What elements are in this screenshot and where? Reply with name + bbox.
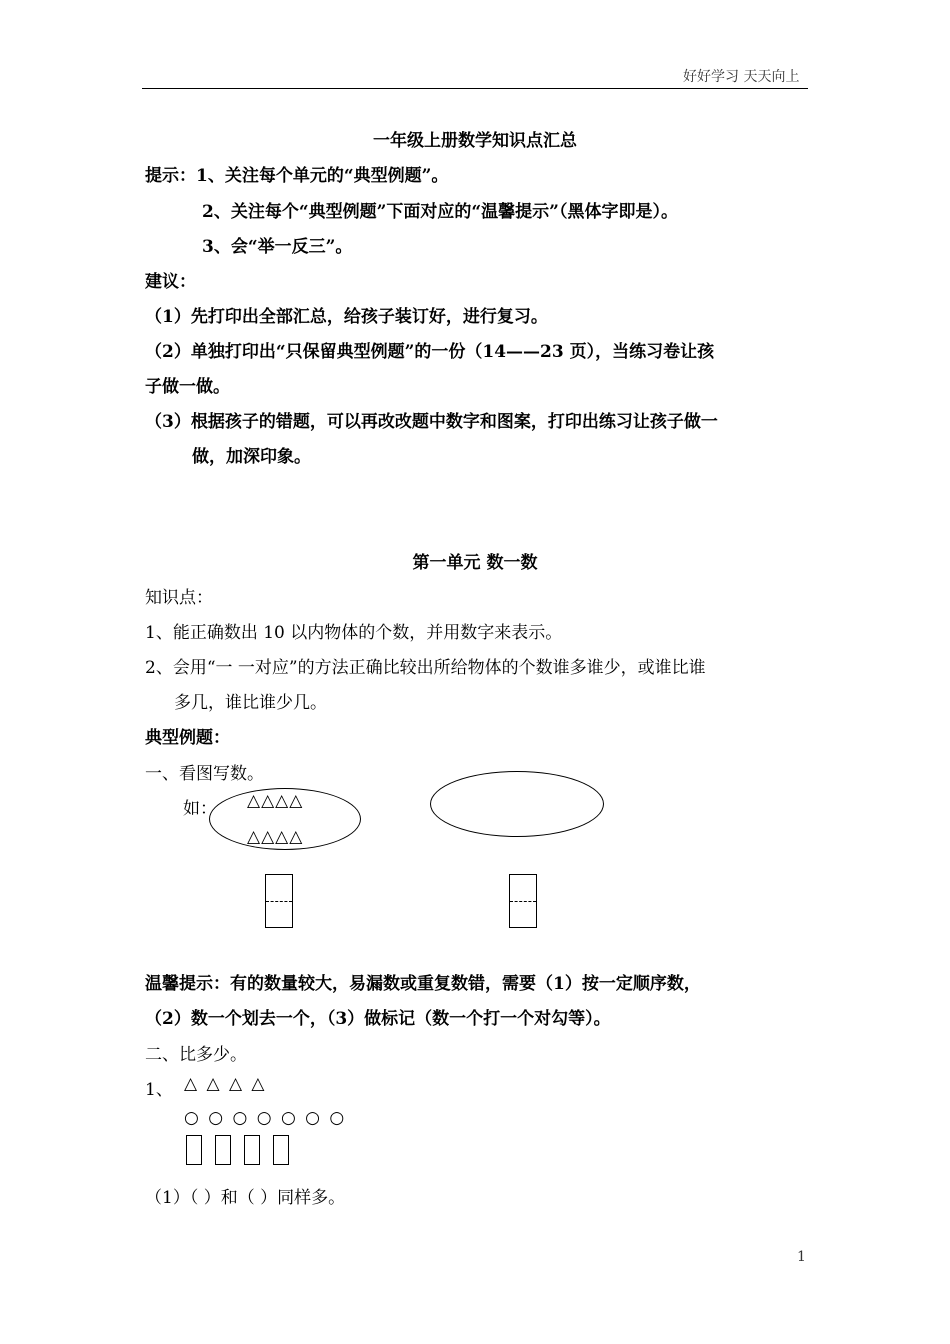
unit1-title: 第一单元 数一数 (412, 553, 538, 573)
suggest-2b: 子做一做。 (145, 377, 230, 397)
suggest-3b: 做，加深印象。 (192, 447, 311, 467)
suggest-1: （1）先打印出全部汇总，给孩子装订好，进行复习。 (145, 307, 548, 327)
rect-3 (244, 1135, 260, 1165)
tip-line-1: 提示：1、关注每个单元的“典型例题”。 (145, 166, 449, 186)
example-prefix: 如： (183, 799, 217, 819)
suggest-2a: （2）单独打印出“只保留典型例题”的一份（14——23 页），当练习卷让孩 (145, 342, 715, 362)
warm-tip-2: （2）数一个划去一个，（3）做标记（数一个打一个对勾等）。 (145, 1009, 611, 1029)
suggest-3a: （3）根据孩子的错题，可以再改改题中数字和图案，打印出练习让孩子做一 (145, 412, 718, 432)
page-number: 1 (797, 1249, 806, 1265)
rect-4 (273, 1135, 289, 1165)
question-1: 一、看图写数。 (145, 764, 264, 784)
question-2-number: 1、 (145, 1080, 173, 1100)
example-label: 典型例题： (145, 728, 230, 748)
row-circles: ○ ○ ○ ○ ○ ○ ○ (184, 1108, 347, 1128)
tip-line-2: 2、关注每个“典型例题”下面对应的“温馨提示”（黑体字即是）。 (202, 202, 678, 222)
triangles-top: △△△△ (247, 791, 304, 811)
knowledge-1: 1、能正确数出 10 以内物体的个数，并用数字来表示。 (145, 623, 563, 643)
warm-tip-1: 温馨提示：有的数量较大，易漏数或重复数错，需要（1）按一定顺序数， (145, 974, 701, 994)
knowledge-2b: 多几，谁比谁少几。 (174, 693, 327, 713)
page-title: 一年级上册数学知识点汇总 (373, 131, 577, 151)
header-slogan: 好好学习 天天向上 (683, 69, 800, 85)
tip-line-3: 3、会“举一反三”。 (202, 237, 353, 257)
question-2: 二、比多少。 (145, 1045, 247, 1065)
knowledge-2a: 2、会用“一 一对应”的方法正确比较出所给物体的个数谁多谁少，或谁比谁 (145, 658, 706, 678)
rect-1 (186, 1135, 202, 1165)
suggest-label: 建议： (145, 272, 196, 292)
answer-box-right (509, 874, 537, 928)
row-triangles: △ △ △ △ (184, 1074, 267, 1094)
empty-ellipse (430, 771, 604, 837)
knowledge-label: 知识点： (145, 588, 213, 608)
rect-2 (215, 1135, 231, 1165)
header-rule (142, 88, 808, 89)
question-2-sub-1: （1）（ ）和（ ）同样多。 (145, 1188, 346, 1208)
answer-box-left (265, 874, 293, 928)
triangles-bottom: △△△△ (247, 827, 304, 847)
